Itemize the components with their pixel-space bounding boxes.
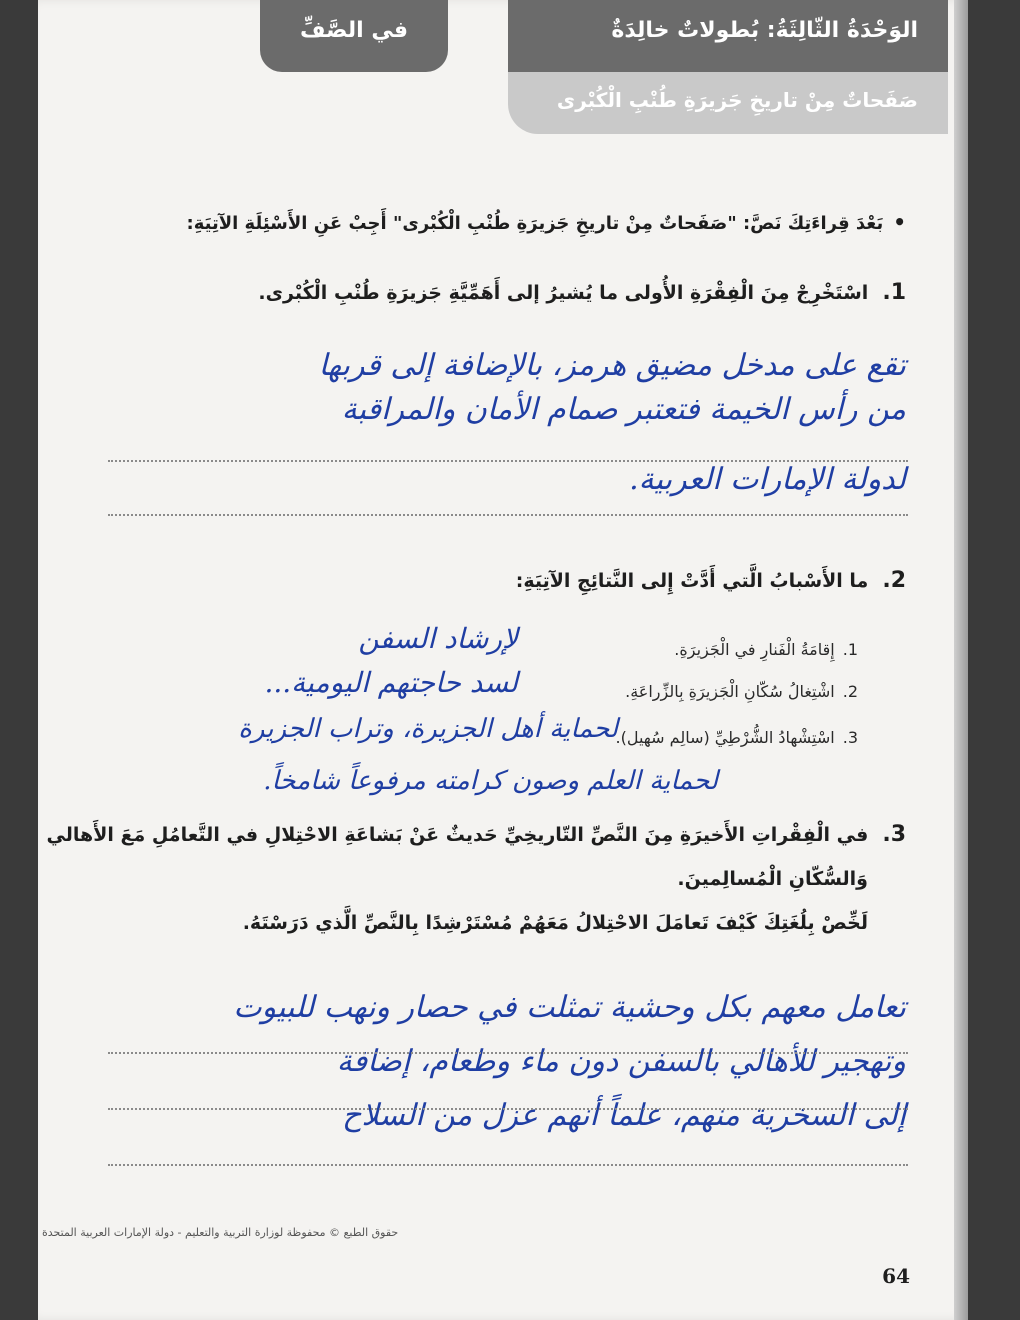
item-2-number: 2. <box>842 682 858 701</box>
answer-3-line-1: تعامل معهم بكل وحشية تمثلت في حصار ونهب للبيوت <box>233 990 906 1025</box>
question-2-item-3 <box>616 728 858 747</box>
unit-title: الوَحْدَةُ الثّالِثَةُ: بُطولاتٌ خالِدَةٌ <box>611 18 918 43</box>
answer-1-line-2: من رأس الخيمة فتعتبر صمام الأمان والمراقبة <box>341 392 906 427</box>
question-2-item-1 <box>674 640 858 659</box>
question-3-text-3: لَخِّصْ بِلُغَتِكَ كَيْفَ تَعامَلَ الاحْتِلالُ مَعَهُمْ مُسْتَرْشِدًا بِالنَّصِّ الَّذي دَرَسْتَهُ. <box>242 912 868 934</box>
question-1-text: اسْتَخْرِجْ مِنَ الْفِقْرَةِ الأُولى ما يُشيرُ إلى أَهَمِّيَّةِ جَزيرَةِ طُنْبِ الْكُبْرى. <box>258 282 869 304</box>
question-3-text: في الْفِقْراتِ الأَخيرَةِ مِنَ النَّصِّ التّاريخِيِّ حَديثٌ عَنْ بَشاعَةِ الاحْتِلالِ في التَّعامُلِ مَعَ الأَهالي <box>46 824 869 846</box>
question-2 <box>516 568 906 593</box>
answer-line <box>108 514 908 516</box>
workbook-page <box>38 0 968 1320</box>
item-2-text: اشْتِغالُ سُكّانِ الْجَزيرَةِ بِالزِّراعَةِ. <box>625 682 835 701</box>
copyright-note: حقوق الطبع © محفوظة لوزارة التربية والتعليم - دولة الإمارات العربية المتحدة <box>42 1226 399 1239</box>
lesson-header <box>508 72 948 134</box>
answer-line <box>108 1052 908 1054</box>
class-tab-label: في الصَّفِّ <box>299 18 408 43</box>
question-3 <box>47 822 906 847</box>
answer-1-line-1: تقع على مدخل مضيق هرمز، بالإضافة إلى قربها <box>318 348 906 383</box>
answer-3-line-3: إلى السخرية منهم، علماً أنهم عزل من السلاح <box>342 1098 906 1133</box>
bullet-icon: • <box>893 210 906 234</box>
instruction-text: بَعْدَ قِراءَتِكَ نَصَّ: "صَفَحاتٌ مِنْ تاريخِ جَزيرَةِ طُنْبِ الْكُبْرى" أَجِبْ عَنِ الأَسْئِلَةِ الآتِيَةِ: <box>186 213 884 234</box>
lesson-title: صَفَحاتٌ مِنْ تاريخِ جَزيرَةِ طُنْبِ الْكُبْرى <box>556 88 918 112</box>
item-1-text: إِقامَةُ الْفَنارِ في الْجَزيرَةِ. <box>674 640 835 659</box>
unit-header <box>508 0 948 72</box>
question-3-number: 3. <box>882 822 906 847</box>
page-number: 64 <box>882 1264 910 1288</box>
item-3-text: اسْتِشْهادُ الشُّرْطِيِّ (سالِم سُهيل). <box>615 728 835 747</box>
item-2-answer: لسد حاجتهم اليومية... <box>264 666 518 699</box>
answer-line <box>108 1164 908 1166</box>
question-1 <box>258 280 906 305</box>
item-3-answer: لحماية أهل الجزيرة، وتراب الجزيرة <box>238 714 618 744</box>
answer-1-line-3: لدولة الإمارات العربية. <box>629 462 906 497</box>
item-3-number: 3. <box>842 728 858 747</box>
question-2-number: 2. <box>882 568 906 593</box>
item-1-answer: لإرشاد السفن <box>358 622 518 655</box>
question-2-item-2 <box>625 682 858 701</box>
answer-line <box>108 460 908 462</box>
answer-line <box>108 1108 908 1110</box>
question-1-number: 1. <box>882 280 906 305</box>
instruction <box>187 210 907 234</box>
question-2-text: ما الأَسْبابُ الَّتي أَدَّتْ إِلى النَّتائِجِ الآتِيَةِ: <box>515 570 869 592</box>
question-3-text-2: وَالسُّكّانِ الْمُسالِمينَ. <box>677 868 868 890</box>
page-edge <box>954 0 968 1320</box>
answer-3-line-2: وتهجير للأهالي بالسفن دون ماء وطعام، إضافة <box>336 1044 906 1079</box>
item-3-answer-2: لحماية العلم وصون كرامته مرفوعاً شامخاً. <box>263 766 718 796</box>
class-tab <box>260 0 448 72</box>
item-1-number: 1. <box>842 640 858 659</box>
